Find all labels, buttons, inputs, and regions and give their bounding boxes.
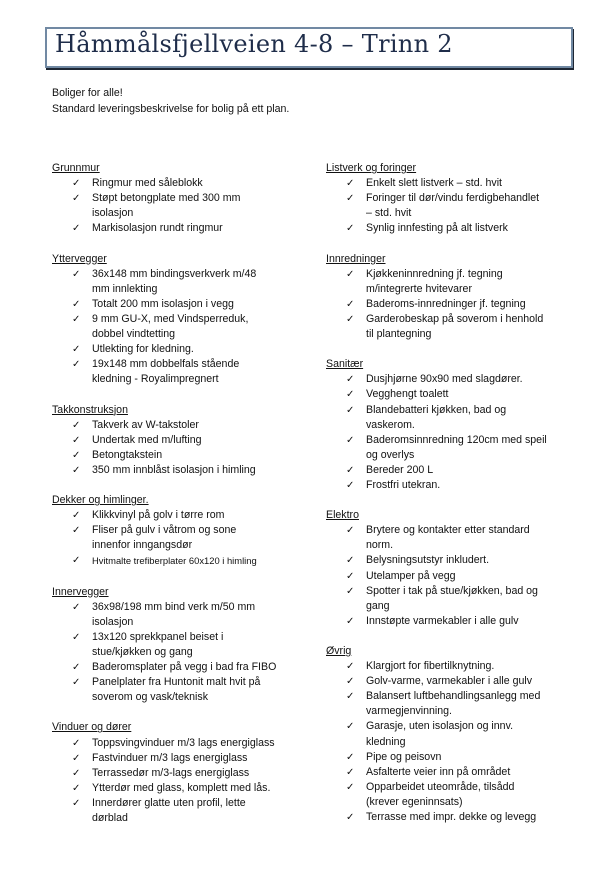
checkmark-icon: ✓	[72, 510, 81, 522]
list-item-text: Støpt betongplate med 300 mm isolasjon	[92, 192, 241, 220]
list-item	[326, 674, 586, 689]
list-item	[326, 267, 586, 297]
checkmark-icon: ✓	[72, 344, 81, 356]
list-item	[52, 463, 302, 478]
list-item	[52, 448, 302, 463]
list-item-text: 13x120 sprekkpanel beiset i stue/kjøkken og gang	[92, 630, 224, 658]
section	[52, 493, 302, 569]
list-item	[326, 403, 586, 433]
left-column	[52, 161, 302, 841]
section	[326, 508, 586, 629]
checkmark-icon: ✓	[72, 434, 81, 446]
list-item	[52, 176, 302, 191]
section	[326, 357, 586, 493]
list-item-text: Golv-varme, varmekabler i alle gulv	[366, 675, 533, 688]
section	[52, 403, 302, 478]
list-item-text: Belysningsutstyr inkludert.	[366, 554, 490, 567]
list-item	[52, 675, 302, 705]
list-item	[326, 523, 586, 553]
list-item	[52, 796, 302, 826]
list-item	[326, 719, 586, 749]
checkmark-icon: ✓	[346, 374, 355, 386]
list-item	[326, 810, 586, 825]
checkmark-icon: ✓	[72, 662, 81, 674]
checkmark-icon: ✓	[72, 752, 81, 764]
list-item-text: Undertak med m/lufting	[92, 433, 202, 446]
list-item	[52, 267, 302, 297]
list-item-text: Ytterdør med glass, komplett med lås.	[92, 781, 271, 794]
section-heading: Yttervegger	[52, 252, 107, 265]
list-item	[52, 523, 302, 553]
list-item	[326, 584, 586, 614]
checkmark-icon: ✓	[346, 389, 355, 401]
section	[326, 644, 586, 825]
list-item	[326, 765, 586, 780]
section-heading: Dekker og himlinger.	[52, 494, 149, 507]
section-heading: Listverk og foringer	[326, 162, 417, 174]
list-item-text: Betongtakstein	[92, 448, 163, 461]
checkmark-icon: ✓	[346, 434, 355, 446]
list-item	[326, 191, 586, 221]
list-item	[52, 736, 302, 751]
checkmark-icon: ✓	[72, 464, 81, 476]
section-heading: Takkonstruksjon	[52, 403, 128, 416]
list-item	[326, 569, 586, 584]
list-item-text: Kjøkkeninnredning jf. tegning m/integrerte hvitevarer	[366, 267, 503, 295]
section-heading: Øvrig	[326, 645, 352, 657]
list-item	[52, 630, 302, 660]
checkmark-icon: ✓	[72, 767, 81, 779]
list-item-text: Ringmur med såleblokk	[92, 177, 203, 190]
checkmark-icon: ✓	[346, 691, 355, 703]
list-item	[52, 221, 302, 236]
checkmark-icon: ✓	[346, 178, 355, 190]
list-item-text: Garderobeskap på soverom i henhold til plantegning	[366, 312, 544, 341]
list-item-text: Fliser på gulv i våtrom og sone innenfor inngangsdør	[92, 524, 237, 552]
list-item-text: Frostfri utekran.	[366, 478, 441, 491]
checkmark-icon: ✓	[72, 193, 81, 205]
checkmark-icon: ✓	[346, 193, 355, 205]
section	[52, 161, 302, 236]
checkmark-icon: ✓	[346, 298, 355, 310]
list-item-text: Klargjort for fibertilknytning.	[366, 660, 495, 673]
intro	[52, 85, 289, 117]
list-item	[326, 176, 586, 191]
checkmark-icon: ✓	[346, 268, 355, 280]
checkmark-icon: ✓	[72, 797, 81, 809]
section	[326, 161, 586, 236]
checkmark-icon: ✓	[346, 751, 355, 763]
list-item-text: Spotter i tak på stue/kjøkken, bad og gang	[366, 584, 538, 612]
list-item	[52, 342, 302, 357]
list-item-text: Garasje, uten isolasjon og innv. kledning	[366, 720, 514, 748]
intro-line: Boliger for alle!	[52, 87, 123, 99]
list-item	[52, 191, 302, 221]
list-item-text: Takverk av W-takstoler	[92, 418, 199, 431]
checkmark-icon: ✓	[72, 313, 81, 325]
list-item	[326, 659, 586, 674]
list-item-text: Baderomsplater på vegg i bad fra FIBO	[92, 661, 277, 674]
list-item-text: Utelamper på vegg	[366, 569, 456, 582]
list-item	[326, 297, 586, 312]
checkmark-icon: ✓	[72, 298, 81, 310]
list-item	[326, 463, 586, 478]
section-heading: Grunnmur	[52, 162, 100, 174]
checkmark-icon: ✓	[346, 570, 355, 582]
list-item-text: Fastvinduer m/3 lags energiglass	[92, 751, 248, 764]
list-item	[326, 614, 586, 629]
list-item	[52, 553, 302, 569]
checkmark-icon: ✓	[346, 555, 355, 567]
title-box	[45, 27, 573, 68]
section-heading: Elektro	[326, 509, 359, 522]
intro-line: Standard leveringsbeskrivelse for bolig på ett plan.	[52, 103, 290, 115]
checkmark-icon: ✓	[72, 525, 81, 537]
list-item-text: Hvitmalte trefiberplater 60x120 i himling	[92, 555, 257, 567]
list-item-text: Baderomsinnredning 120cm med speil og overlys	[366, 433, 547, 461]
list-item-text: Markisolasjon rundt ringmur	[92, 222, 223, 235]
list-item-text: Enkelt slett listverk – std. hvit	[366, 177, 503, 190]
list-item-text: Terrasse med impr. dekke og levegg	[366, 811, 537, 824]
list-item	[326, 387, 586, 402]
list-item-text: Baderoms-innredninger jf. tegning	[366, 297, 526, 310]
section	[52, 252, 302, 388]
list-item-text: Blandebatteri kjøkken, bad og vaskerom.	[366, 403, 507, 431]
section-heading: Innervegger	[52, 585, 109, 598]
list-item	[326, 478, 586, 493]
checkmark-icon: ✓	[346, 661, 355, 673]
list-item	[52, 508, 302, 523]
section-heading: Sanitær	[326, 358, 364, 371]
checkmark-icon: ✓	[72, 631, 81, 643]
document-title: Håmmålsfjellveien 4-8 – Trinn 2	[55, 30, 453, 58]
right-column	[326, 161, 586, 840]
list-item	[52, 433, 302, 448]
section	[52, 720, 302, 826]
list-item	[52, 781, 302, 796]
list-item	[326, 433, 586, 463]
list-item-text: 36x98/198 mm bind verk m/50 mm isolasjon	[92, 600, 256, 628]
checkmark-icon: ✓	[346, 766, 355, 778]
list-item	[326, 372, 586, 387]
list-item-text: Innstøpte varmekabler i alle gulv	[366, 614, 519, 627]
list-item	[326, 780, 586, 810]
list-item-text: Terrassedør m/3-lags energiglass	[92, 766, 250, 779]
list-item	[326, 689, 586, 719]
checkmark-icon: ✓	[72, 737, 81, 749]
list-item-text: Synlig innfesting på alt listverk	[366, 222, 508, 235]
list-item-text: Pipe og peisovn	[366, 750, 442, 763]
list-item	[326, 221, 586, 236]
list-item	[326, 553, 586, 568]
checkmark-icon: ✓	[72, 223, 81, 235]
list-item-text: Asfalterte veier inn på området	[366, 765, 511, 778]
checkmark-icon: ✓	[346, 223, 355, 235]
list-item	[326, 312, 586, 342]
list-item	[326, 750, 586, 765]
checkmark-icon: ✓	[346, 464, 355, 476]
section	[52, 585, 302, 706]
list-item-text: Totalt 200 mm isolasjon i vegg	[92, 297, 234, 310]
list-item-text: Bereder 200 L	[366, 463, 434, 476]
list-item-text: Utlekting for kledning.	[92, 343, 194, 356]
checkmark-icon: ✓	[346, 615, 355, 627]
list-item-text: 19x148 mm dobbelfals stående kledning - Royalimpregnert	[92, 358, 240, 386]
list-item-text: Panelplater fra Huntonit malt hvit på soverom og vask/teknisk	[92, 676, 261, 704]
checkmark-icon: ✓	[72, 601, 81, 613]
checkmark-icon: ✓	[72, 677, 81, 689]
list-item	[52, 660, 302, 675]
checkmark-icon: ✓	[72, 782, 81, 794]
checkmark-icon: ✓	[346, 313, 355, 325]
list-item	[52, 357, 302, 387]
checkmark-icon: ✓	[346, 479, 355, 491]
checkmark-icon: ✓	[72, 555, 81, 567]
list-item-text: Foringer til dør/vindu ferdigbehandlet – std. hvit	[366, 192, 540, 220]
checkmark-icon: ✓	[346, 721, 355, 733]
section-heading: Innredninger	[326, 252, 386, 265]
checkmark-icon: ✓	[346, 676, 355, 688]
list-item-text: Opparbeidet uteområde, tilsådd (krever egeninnsats)	[366, 780, 515, 808]
checkmark-icon: ✓	[346, 781, 355, 793]
list-item-text: 350 mm innblåst isolasjon i himling	[92, 463, 256, 476]
checkmark-icon: ✓	[72, 419, 81, 431]
checkmark-icon: ✓	[72, 268, 81, 280]
list-item	[52, 766, 302, 781]
list-item	[52, 297, 302, 312]
checkmark-icon: ✓	[346, 525, 355, 537]
list-item	[52, 751, 302, 766]
list-item	[52, 600, 302, 630]
checkmark-icon: ✓	[346, 812, 355, 824]
list-item-text: Vegghengt toalett	[366, 388, 449, 401]
checkmark-icon: ✓	[72, 178, 81, 190]
list-item-text: Innerdører glatte uten profil, lette dørblad	[92, 796, 246, 825]
list-item-text: Toppsvingvinduer m/3 lags energiglass	[92, 736, 275, 749]
checkmark-icon: ✓	[72, 359, 81, 371]
list-item-text: Balansert luftbehandlingsanlegg med varmegjenvinning.	[366, 690, 541, 718]
list-item	[52, 312, 302, 342]
list-item-text: 9 mm GU-X, med Vindsperreduk, dobbel vindtetting	[92, 312, 249, 341]
list-item-text: Klikkvinyl på golv i tørre rom	[92, 509, 225, 522]
checkmark-icon: ✓	[346, 404, 355, 416]
section	[326, 252, 586, 343]
list-item	[52, 418, 302, 433]
list-item-text: Dusjhjørne 90x90 med slagdører.	[366, 373, 523, 386]
checkmark-icon: ✓	[72, 449, 81, 461]
list-item-text: Brytere og kontakter etter standard norm.	[366, 524, 530, 552]
checkmark-icon: ✓	[346, 585, 355, 597]
section-heading: Vinduer og dører	[52, 721, 132, 734]
list-item-text: 36x148 mm bindingsverkverk m/48 mm innlekting	[92, 267, 257, 295]
